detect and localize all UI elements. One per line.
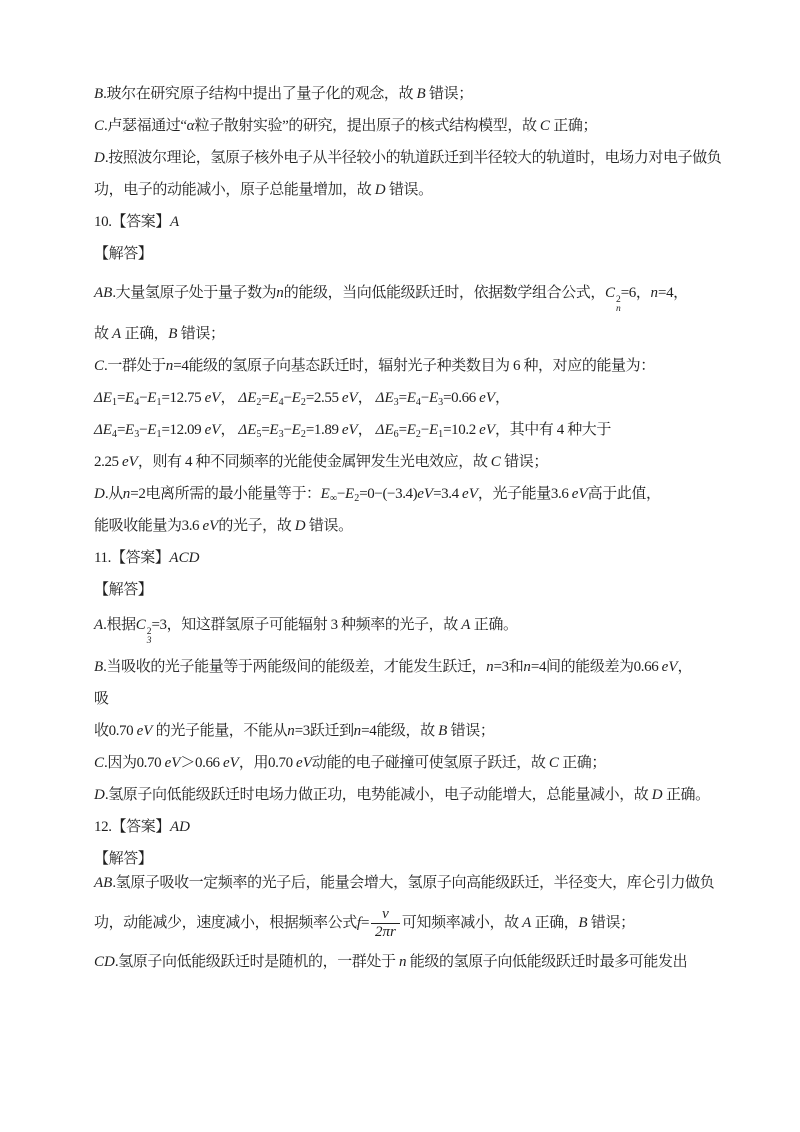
text-run: 错误； bbox=[177, 326, 225, 342]
text-run: =12.75 bbox=[161, 390, 205, 406]
text-run: .按照波尔理论，氢原子核外电子从半径较小的轨道跃迁到半径较大的轨道时，电场力对电子做负 bbox=[104, 150, 722, 166]
math-variable: n bbox=[122, 486, 131, 502]
text-line bbox=[94, 516, 718, 537]
text-line bbox=[94, 952, 718, 973]
text-run: − bbox=[420, 390, 429, 406]
math-variable: n bbox=[276, 285, 284, 301]
math-variable: E bbox=[291, 422, 301, 438]
text-line bbox=[94, 689, 718, 710]
math-variable: D bbox=[374, 182, 386, 198]
math-variable: ΔE bbox=[375, 390, 394, 406]
text-line bbox=[94, 721, 718, 742]
math-variable: n bbox=[287, 723, 295, 739]
text-run: =4间的能级差为0.66 bbox=[530, 659, 662, 675]
text-line bbox=[94, 356, 718, 377]
text-run: =3跃迁到 bbox=[294, 723, 354, 739]
text-run: 错误。 bbox=[385, 182, 433, 198]
math-variable: D bbox=[94, 150, 105, 166]
text-run: =0.66 bbox=[443, 390, 480, 406]
text-run: = bbox=[261, 390, 270, 406]
math-variable: n bbox=[353, 723, 362, 739]
math-variable: eV bbox=[204, 422, 221, 438]
math-variable: B bbox=[94, 659, 104, 675]
text-run: ，则有 4 种不同频率的光能使金属钾发生光电效应，故 bbox=[137, 454, 491, 470]
subscript: 1 bbox=[111, 397, 117, 408]
subscript: 2 bbox=[300, 397, 306, 408]
answer-line bbox=[94, 212, 718, 233]
math-variable: f bbox=[356, 914, 361, 931]
text-run: .一群处于 bbox=[104, 358, 166, 374]
math-variable: B bbox=[168, 326, 178, 342]
text-run: =1.89 bbox=[305, 422, 342, 438]
subscript: ∞ bbox=[329, 493, 337, 504]
subscript: 1 bbox=[156, 429, 162, 440]
text-run: 正确。 bbox=[662, 787, 710, 803]
text-line bbox=[94, 116, 718, 137]
question-9-solution-tail bbox=[94, 84, 722, 201]
text-run: =3.4 bbox=[433, 486, 463, 502]
text-run: =4能级，故 bbox=[361, 723, 439, 739]
math-variable: C bbox=[490, 454, 501, 470]
solution-label-line bbox=[94, 849, 718, 870]
math-variable: n bbox=[486, 659, 494, 675]
text-run: = bbox=[116, 390, 126, 406]
math-variable: eV bbox=[462, 486, 478, 502]
subscript: 2 bbox=[415, 429, 421, 440]
math-variable: A bbox=[522, 914, 532, 931]
math-variable: eV bbox=[164, 755, 181, 771]
text-run: 的光子能量，不能从 bbox=[152, 723, 288, 739]
subscript: 3 bbox=[438, 397, 444, 408]
text-run: 能级的氢原子向低能级跃迁时最多可能发出 bbox=[406, 954, 688, 970]
math-variable: n bbox=[523, 659, 531, 675]
math-variable: eV bbox=[202, 518, 219, 534]
text-run: 正确； bbox=[549, 118, 598, 134]
solution-label-line bbox=[94, 244, 718, 265]
math-variable: E bbox=[291, 390, 301, 406]
text-run: − bbox=[336, 486, 346, 502]
math-variable: C bbox=[604, 285, 615, 301]
fraction: $\frac{v}{2\pi r}$ bbox=[371, 906, 400, 941]
text-run: 错误； bbox=[500, 454, 548, 470]
text-run: ＞0.66 bbox=[180, 755, 224, 771]
text-run: = bbox=[261, 422, 270, 438]
text-line bbox=[94, 324, 718, 345]
text-run: 功，动能减少，速度减小，根据频率公式 bbox=[94, 914, 357, 931]
text-run: = bbox=[116, 422, 126, 438]
text-run: ，用0.70 bbox=[238, 755, 297, 771]
text-run: .大量氢原子处于量子数为 bbox=[112, 285, 277, 301]
text-run: 可知频率减小，故 bbox=[401, 914, 523, 931]
text-run: 粒子散射实验”的研究，提出原子的核式结构模型，故 bbox=[194, 118, 540, 134]
math-variable: α bbox=[186, 118, 195, 134]
text-run: − bbox=[139, 390, 148, 406]
question-11 bbox=[94, 548, 718, 806]
text-run: 错误； bbox=[587, 914, 635, 931]
text-run: = bbox=[398, 390, 407, 406]
text-run: .从 bbox=[104, 486, 123, 502]
math-variable: n bbox=[165, 358, 174, 374]
text-line bbox=[94, 753, 718, 774]
text-run: ，光子能量3.6 bbox=[477, 486, 572, 502]
math-variable: E bbox=[320, 486, 330, 502]
text-run: =0−(−3.4) bbox=[359, 486, 418, 502]
subscript: 3 bbox=[134, 429, 140, 440]
math-variable: E bbox=[269, 390, 279, 406]
math-variable: C bbox=[539, 118, 550, 134]
text-run: 吸 bbox=[94, 691, 109, 707]
text-line bbox=[94, 283, 718, 313]
question-10 bbox=[94, 212, 718, 537]
formula-line bbox=[94, 420, 718, 441]
math-variable: eV bbox=[122, 454, 138, 470]
text-run: =6， bbox=[620, 285, 651, 301]
text-run: 11.【答案】 bbox=[94, 550, 170, 566]
math-variable: A bbox=[111, 326, 122, 342]
math-variable: E bbox=[406, 422, 416, 438]
math-variable: B bbox=[578, 914, 588, 931]
text-run: 错误。 bbox=[305, 518, 353, 534]
subscript: 4 bbox=[415, 397, 421, 408]
math-variable: E bbox=[428, 422, 439, 438]
subscript: 1 bbox=[156, 397, 162, 408]
math-variable: E bbox=[125, 390, 135, 406]
text-run: ， bbox=[495, 390, 510, 406]
math-variable: E bbox=[147, 422, 157, 438]
subscript: 2 bbox=[354, 493, 360, 504]
text-run: 错误； bbox=[425, 86, 473, 102]
math-variable: ΔE bbox=[238, 390, 257, 406]
math-variable: D bbox=[294, 518, 306, 534]
text-run: =10.2 bbox=[443, 422, 480, 438]
math-variable: eV bbox=[341, 390, 358, 406]
subscript: 4 bbox=[111, 429, 117, 440]
subscript: 6 bbox=[393, 429, 399, 440]
text-run: 高于此值， bbox=[587, 486, 661, 502]
sup-sub-stack: 2 3 bbox=[146, 627, 152, 646]
subscript: 3 bbox=[278, 429, 284, 440]
text-run: 功，电子的动能减小，原子总能量增加，故 bbox=[94, 182, 375, 198]
text-run: .氢原子吸收一定频率的光子后，能量会增大，氢原子向高能级跃迁，半径变大，库仑引力做负 bbox=[112, 875, 715, 891]
text-run: =12.09 bbox=[161, 422, 205, 438]
math-variable: eV bbox=[479, 390, 495, 406]
text-run: = bbox=[360, 914, 370, 931]
text-run: − bbox=[283, 390, 292, 406]
text-run: 故 bbox=[94, 326, 112, 342]
text-run: 正确。 bbox=[470, 617, 518, 633]
math-variable: B bbox=[94, 86, 104, 102]
math-variable: E bbox=[406, 390, 416, 406]
text-run: ， bbox=[677, 659, 693, 675]
text-run: 【解答】 bbox=[94, 582, 153, 598]
math-variable: A bbox=[461, 617, 471, 633]
math-variable: C bbox=[94, 755, 105, 771]
text-line bbox=[94, 615, 718, 645]
math-variable: eV bbox=[296, 755, 312, 771]
text-line bbox=[94, 785, 718, 806]
math-variable: ΔE bbox=[94, 422, 112, 438]
text-run: ，其中有 4 种大于 bbox=[495, 422, 612, 438]
math-variable: ΔE bbox=[375, 422, 394, 438]
sup-sub-stack: 2 n bbox=[616, 295, 621, 314]
text-line bbox=[94, 484, 718, 505]
math-variable: eV bbox=[571, 486, 588, 502]
text-run: 【解答】 bbox=[94, 851, 153, 867]
text-run: − bbox=[420, 422, 429, 438]
math-variable: C bbox=[548, 755, 559, 771]
text-line bbox=[94, 84, 718, 105]
math-variable: C bbox=[94, 118, 105, 134]
text-run: 错误； bbox=[447, 723, 495, 739]
text-run: =2.55 bbox=[305, 390, 342, 406]
math-variable: CD bbox=[94, 954, 115, 970]
math-variable: eV bbox=[341, 422, 358, 438]
text-run: − bbox=[283, 422, 292, 438]
subscript: 1 bbox=[438, 429, 444, 440]
text-run: = bbox=[398, 422, 407, 438]
answer-line bbox=[94, 817, 718, 838]
text-run: .氢原子向低能级跃迁时是随机的，一群处于 bbox=[114, 954, 399, 970]
math-variable: E bbox=[147, 390, 157, 406]
text-run: ， bbox=[220, 422, 239, 438]
solution-label-line bbox=[94, 580, 718, 601]
text-run: .当吸收的光子能量等于两能级间的能级差，才能发生跃迁， bbox=[103, 659, 487, 675]
text-run: 动能的电子碰撞可使氢原子跃迁，故 bbox=[311, 755, 549, 771]
math-variable: eV bbox=[223, 755, 239, 771]
math-variable: eV bbox=[204, 390, 221, 406]
math-variable: AB bbox=[94, 285, 113, 301]
text-run: .卢瑟福通过“ bbox=[104, 118, 187, 134]
math-variable: eV bbox=[479, 422, 495, 438]
text-line bbox=[94, 180, 718, 201]
math-variable: AD bbox=[169, 819, 190, 835]
text-run: 收0.70 bbox=[94, 723, 137, 739]
text-run: 的能级，当向低能级跃迁时，依据数学组合公式， bbox=[283, 285, 605, 301]
math-variable: C bbox=[94, 358, 105, 374]
math-variable: C bbox=[135, 617, 146, 633]
question-12 bbox=[94, 817, 718, 973]
math-variable: D bbox=[651, 787, 663, 803]
text-run: 2.25 bbox=[94, 454, 123, 470]
math-variable: ΔE bbox=[94, 390, 112, 406]
subscript: 5 bbox=[256, 429, 262, 440]
text-run: =4能级的氢原子向基态跃迁时，辐射光子种类数目为 6 种，对应的能量为： bbox=[173, 358, 655, 374]
text-run: =3和 bbox=[493, 659, 524, 675]
subscript: 4 bbox=[134, 397, 140, 408]
text-run: 正确， bbox=[121, 326, 169, 342]
text-run: ， bbox=[357, 422, 376, 438]
text-run: − bbox=[139, 422, 148, 438]
math-variable: AB bbox=[94, 875, 113, 891]
text-line bbox=[94, 657, 718, 678]
math-variable: eV bbox=[417, 486, 434, 502]
text-run: ， bbox=[357, 390, 376, 406]
text-run: .氢原子向低能级跃迁时电场力做正功，电势能减小，电子动能增大，总能量减小，故 bbox=[104, 787, 652, 803]
math-variable: B bbox=[416, 86, 426, 102]
text-run: 正确， bbox=[531, 914, 579, 931]
subscript: 2 bbox=[300, 429, 306, 440]
text-run: 正确； bbox=[558, 755, 606, 771]
formula-line bbox=[94, 388, 718, 409]
subscript: 3 bbox=[393, 397, 399, 408]
math-variable: B bbox=[438, 723, 448, 739]
text-run: 的光子，故 bbox=[218, 518, 295, 534]
text-line bbox=[94, 148, 722, 169]
text-run: .根据 bbox=[103, 617, 136, 633]
formula-line bbox=[94, 906, 718, 941]
text-run: .玻尔在研究原子结构中提出了量子化的观念，故 bbox=[103, 86, 417, 102]
math-variable: E bbox=[125, 422, 135, 438]
math-variable: eV bbox=[136, 723, 153, 739]
subscript: 4 bbox=[278, 397, 284, 408]
math-variable: E bbox=[345, 486, 355, 502]
document-content bbox=[94, 84, 722, 984]
text-run: =4， bbox=[658, 285, 688, 301]
math-variable: ΔE bbox=[238, 422, 257, 438]
answer-line bbox=[94, 548, 718, 569]
text-run: 能吸收能量为3.6 bbox=[94, 518, 203, 534]
math-variable: eV bbox=[661, 659, 678, 675]
math-variable: A bbox=[169, 214, 180, 230]
text-line bbox=[94, 452, 718, 473]
math-variable: D bbox=[94, 787, 105, 803]
text-run: 12.【答案】 bbox=[94, 819, 170, 835]
text-run: ， bbox=[220, 390, 239, 406]
math-variable: E bbox=[428, 390, 439, 406]
math-variable: n bbox=[398, 954, 407, 970]
text-run: =3，知这群氢原子可能辐射 3 种频率的光子，故 bbox=[151, 617, 462, 633]
text-run: 【解答】 bbox=[94, 246, 153, 262]
math-variable: n bbox=[650, 285, 659, 301]
math-variable: ACD bbox=[169, 550, 200, 566]
math-variable: D bbox=[94, 486, 105, 502]
subscript: 2 bbox=[256, 397, 262, 408]
text-run: .因为0.70 bbox=[104, 755, 165, 771]
math-variable: A bbox=[94, 617, 104, 633]
text-run: =2电离所需的最小能量等于： bbox=[130, 486, 321, 502]
text-line bbox=[94, 873, 718, 894]
math-variable: E bbox=[269, 422, 279, 438]
text-run: 10.【答案】 bbox=[94, 214, 170, 230]
